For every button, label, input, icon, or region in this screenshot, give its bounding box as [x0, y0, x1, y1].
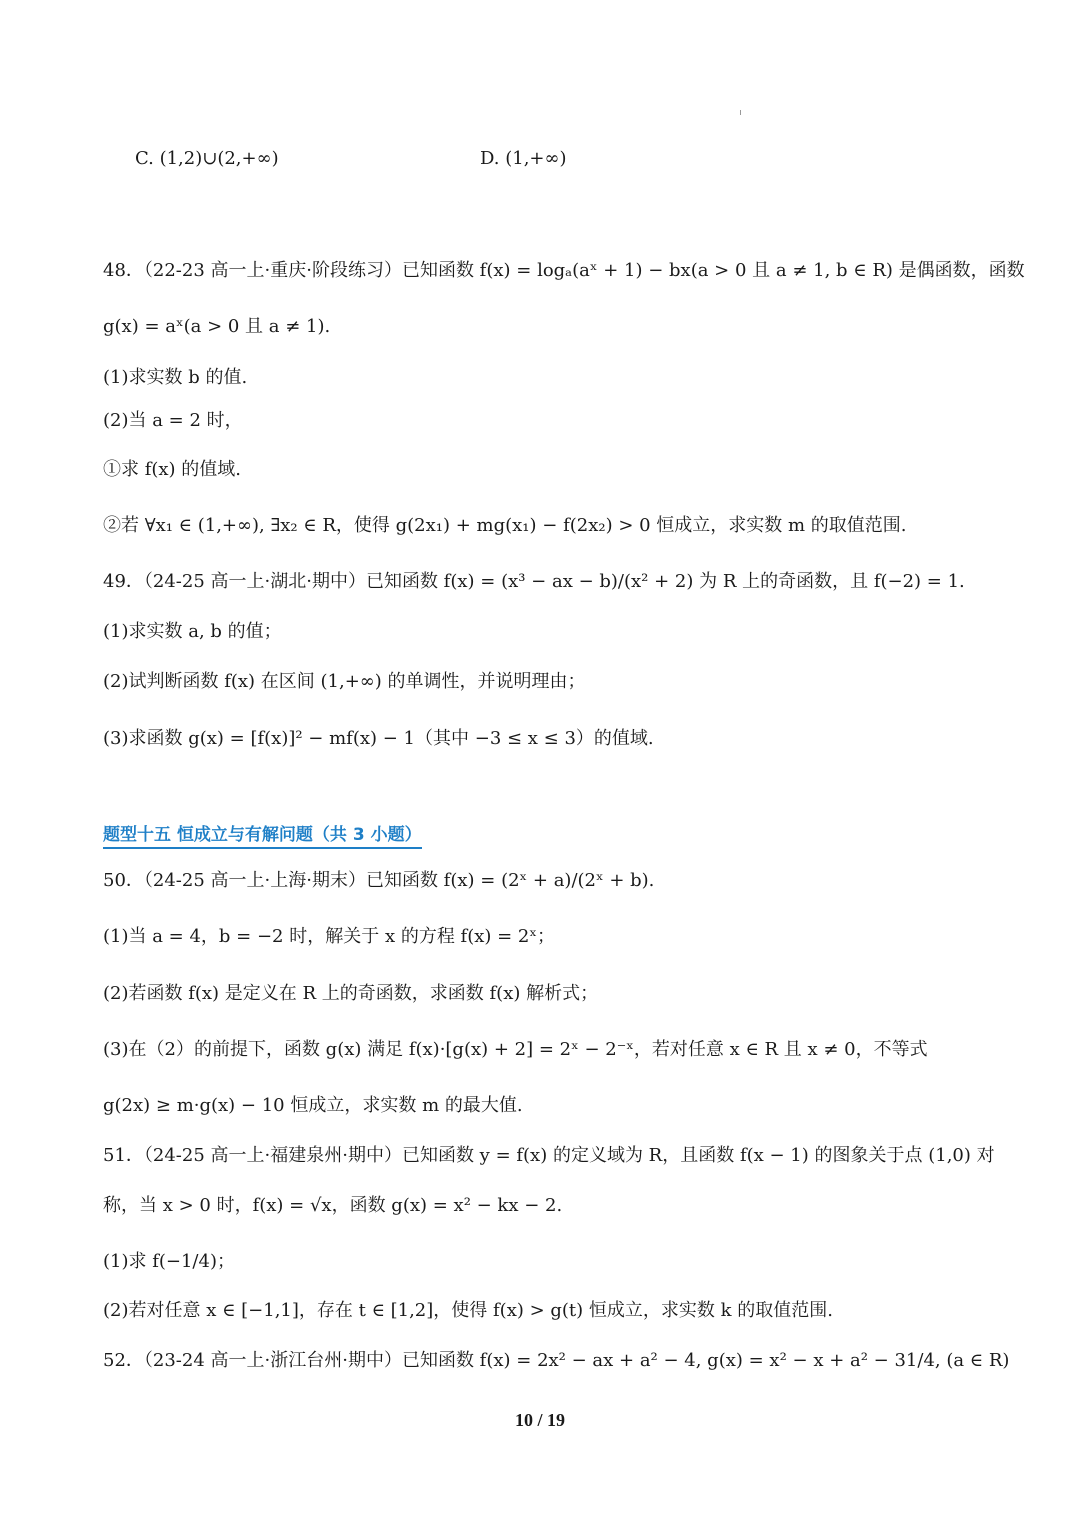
- choice-c: C. (1,2)∪(2,+∞): [135, 148, 279, 169]
- q48-stem-line1: 48．（22-23 高一上·重庆·阶段练习）已知函数 f(x) = logₐ(aˣ + 1) − bx(a > 0 且 a ≠ 1, b ∈ R) 是偶函数，函数: [103, 260, 1025, 281]
- q49-part1: (1)求实数 a, b 的值；: [103, 621, 282, 642]
- q52-stem: 52．（23-24 高一上·浙江台州·期中）已知函数 f(x) = 2x² − ax + a² − 4, g(x) = x² − x + a² − 31/4, (a ∈ R): [103, 1350, 1010, 1371]
- q51-stem-line2: 称，当 x > 0 时，f(x) = √x，函数 g(x) = x² − kx − 2.: [103, 1195, 563, 1216]
- q48-part1: (1)求实数 b 的值.: [103, 367, 248, 388]
- q49-part2: (2)试判断函数 f(x) 在区间 (1,+∞) 的单调性，并说明理由；: [103, 671, 586, 692]
- scan-mark: [740, 110, 741, 115]
- q51-part2: (2)若对任意 x ∈ [−1,1]，存在 t ∈ [1,2]，使得 f(x) > g(t) 恒成立，求实数 k 的取值范围.: [103, 1300, 833, 1321]
- q49-stem: 49．（24-25 高一上·湖北·期中）已知函数 f(x) = (x³ − ax − b)/(x² + 2) 为 R 上的奇函数，且 f(−2) = 1.: [103, 571, 965, 592]
- q50-part1: (1)当 a = 4，b = −2 时，解关于 x 的方程 f(x) = 2ˣ；: [103, 926, 556, 947]
- q49-part3: (3)求函数 g(x) = [f(x)]² − mf(x) − 1（其中 −3 ≤ x ≤ 3）的值域.: [103, 728, 654, 749]
- q50-part3-line2: g(2x) ≥ m·g(x) − 10 恒成立，求实数 m 的最大值.: [103, 1095, 523, 1116]
- choice-d: D. (1,+∞): [480, 148, 567, 169]
- q48-stem-line2: g(x) = aˣ(a > 0 且 a ≠ 1).: [103, 316, 331, 337]
- q50-part2: (2)若函数 f(x) 是定义在 R 上的奇函数，求函数 f(x) 解析式；: [103, 983, 599, 1004]
- q50-part3-line1: (3)在（2）的前提下，函数 g(x) 满足 f(x)·[g(x) + 2] = 2ˣ − 2⁻ˣ，若对任意 x ∈ R 且 x ≠ 0，不等式: [103, 1039, 928, 1060]
- q50-stem: 50．（24-25 高一上·上海·期末）已知函数 f(x) = (2ˣ + a)/(2ˣ + b).: [103, 870, 655, 891]
- q48-part2-sub1: ①求 f(x) 的值域.: [103, 459, 242, 480]
- q51-stem-line1: 51．（24-25 高一上·福建泉州·期中）已知函数 y = f(x) 的定义域为 R，且函数 f(x − 1) 的图象关于点 (1,0) 对: [103, 1145, 995, 1166]
- q48-part2: (2)当 a = 2 时，: [103, 410, 243, 431]
- section-heading: 题型十五 恒成立与有解问题（共 3 小题）: [103, 820, 422, 849]
- q48-part2-sub2: ②若 ∀x₁ ∈ (1,+∞), ∃x₂ ∈ R，使得 g(2x₁) + mg(x₁) − f(2x₂) > 0 恒成立，求实数 m 的取值范围.: [103, 515, 907, 536]
- page-number: 10 / 19: [514, 1410, 565, 1430]
- q51-part1: (1)求 f(−1/4)；: [103, 1251, 235, 1272]
